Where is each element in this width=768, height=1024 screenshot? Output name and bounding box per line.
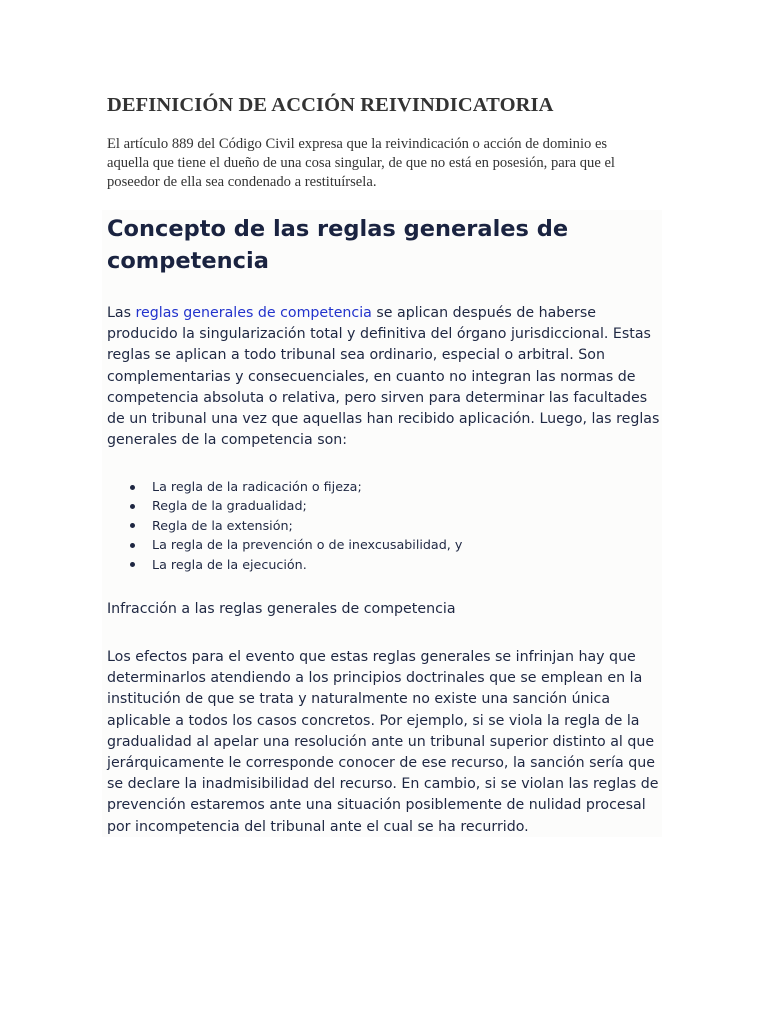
bullet-icon xyxy=(130,562,135,567)
list-item xyxy=(107,535,667,554)
paragraph-line: por incompetencia del tribunal ante el cual se ha recurrido. xyxy=(107,818,529,835)
bullet-icon xyxy=(130,504,135,509)
bullet-icon xyxy=(130,523,135,528)
paragraph-line: se declare la inadmisibilidad del recurso. En cambio, si se violan las reglas de xyxy=(107,776,659,793)
paragraph-line: aplicable a todos los casos concretos. Por ejemplo, si se viola la regla de la xyxy=(107,712,640,729)
intro-paragraph xyxy=(107,135,667,192)
paragraph-line-rest: se aplican después de haberse xyxy=(371,305,596,321)
page-title: DEFINICIÓN DE ACCIÓN REIVINDICATORIA xyxy=(107,94,554,116)
paragraph-line: prevención estaremos ante una situación posiblemente de nulidad procesal xyxy=(107,797,646,814)
paragraph-line: determinarlos atendiendo a los principios doctrinales que se emplean en la xyxy=(107,670,643,687)
list-item-text: La regla de la ejecución. xyxy=(152,556,307,572)
competence-rules-link[interactable]: reglas generales de competencia xyxy=(135,305,372,321)
paragraph-line: producido la singularización total y definitiva del órgano jurisdiccional. Estas xyxy=(107,326,651,343)
paragraph-line: institución de que se trata y naturalmente no existe una sanción única xyxy=(107,691,611,708)
paragraph-line: jerárquicamente le corresponde conocer de ese recurso, la sanción sería que xyxy=(107,755,655,772)
paragraph-line: gradualidad al apelar una resolución ante un tribunal superior distinto al que xyxy=(107,733,655,750)
paragraph-line: generales de la competencia son: xyxy=(107,432,348,449)
section-title xyxy=(107,213,667,277)
paragraph-line: reglas se aplican a todo tribunal sea ordinario, especial o arbitral. Son xyxy=(107,347,605,364)
intro-line: El artículo 889 del Código Civil expresa que la reivindicación o acción de dominio es xyxy=(107,136,608,152)
paragraph-line xyxy=(107,303,667,324)
paragraph-line: Los efectos para el evento que estas reglas generales se infrinjan hay que xyxy=(107,649,636,665)
paragraph-line: competencia absoluta o relativa, pero sirven para determinar las facultades xyxy=(107,389,648,406)
paragraph-line: complementarias y consecuenciales, en cuanto no integran las normas de xyxy=(107,368,636,385)
list-item-text: Regla de la extensión; xyxy=(152,517,293,533)
section-title-line: competencia xyxy=(107,248,269,274)
infraction-paragraph xyxy=(107,647,667,838)
list-item-text: La regla de la radicación o fijeza; xyxy=(152,479,362,494)
infraction-subheading: Infracción a las reglas generales de competencia xyxy=(107,601,456,617)
competence-paragraph xyxy=(107,303,667,451)
bullet-icon xyxy=(130,485,135,490)
list-item xyxy=(107,496,667,515)
paragraph-line: de un tribunal una vez que aquellas han recibido aplicación. Luego, las reglas xyxy=(107,411,660,428)
intro-line: aquella que tiene el dueño de una cosa singular, de que no está en posesión, para que el xyxy=(107,155,615,171)
intro-line: poseedor de ella sea condenado a restituírsela. xyxy=(107,174,377,190)
list-item-text: La regla de la prevención o de inexcusabilidad, y xyxy=(152,537,463,553)
list-item-text: Regla de la gradualidad; xyxy=(152,498,307,514)
list-item xyxy=(107,555,667,574)
rules-bullet-list xyxy=(107,477,667,574)
paragraph-prefix: Las xyxy=(107,305,136,321)
section-title-line: Concepto de las reglas generales de xyxy=(107,216,569,242)
list-item xyxy=(107,516,667,535)
list-item xyxy=(107,477,667,496)
bullet-icon xyxy=(130,543,135,548)
